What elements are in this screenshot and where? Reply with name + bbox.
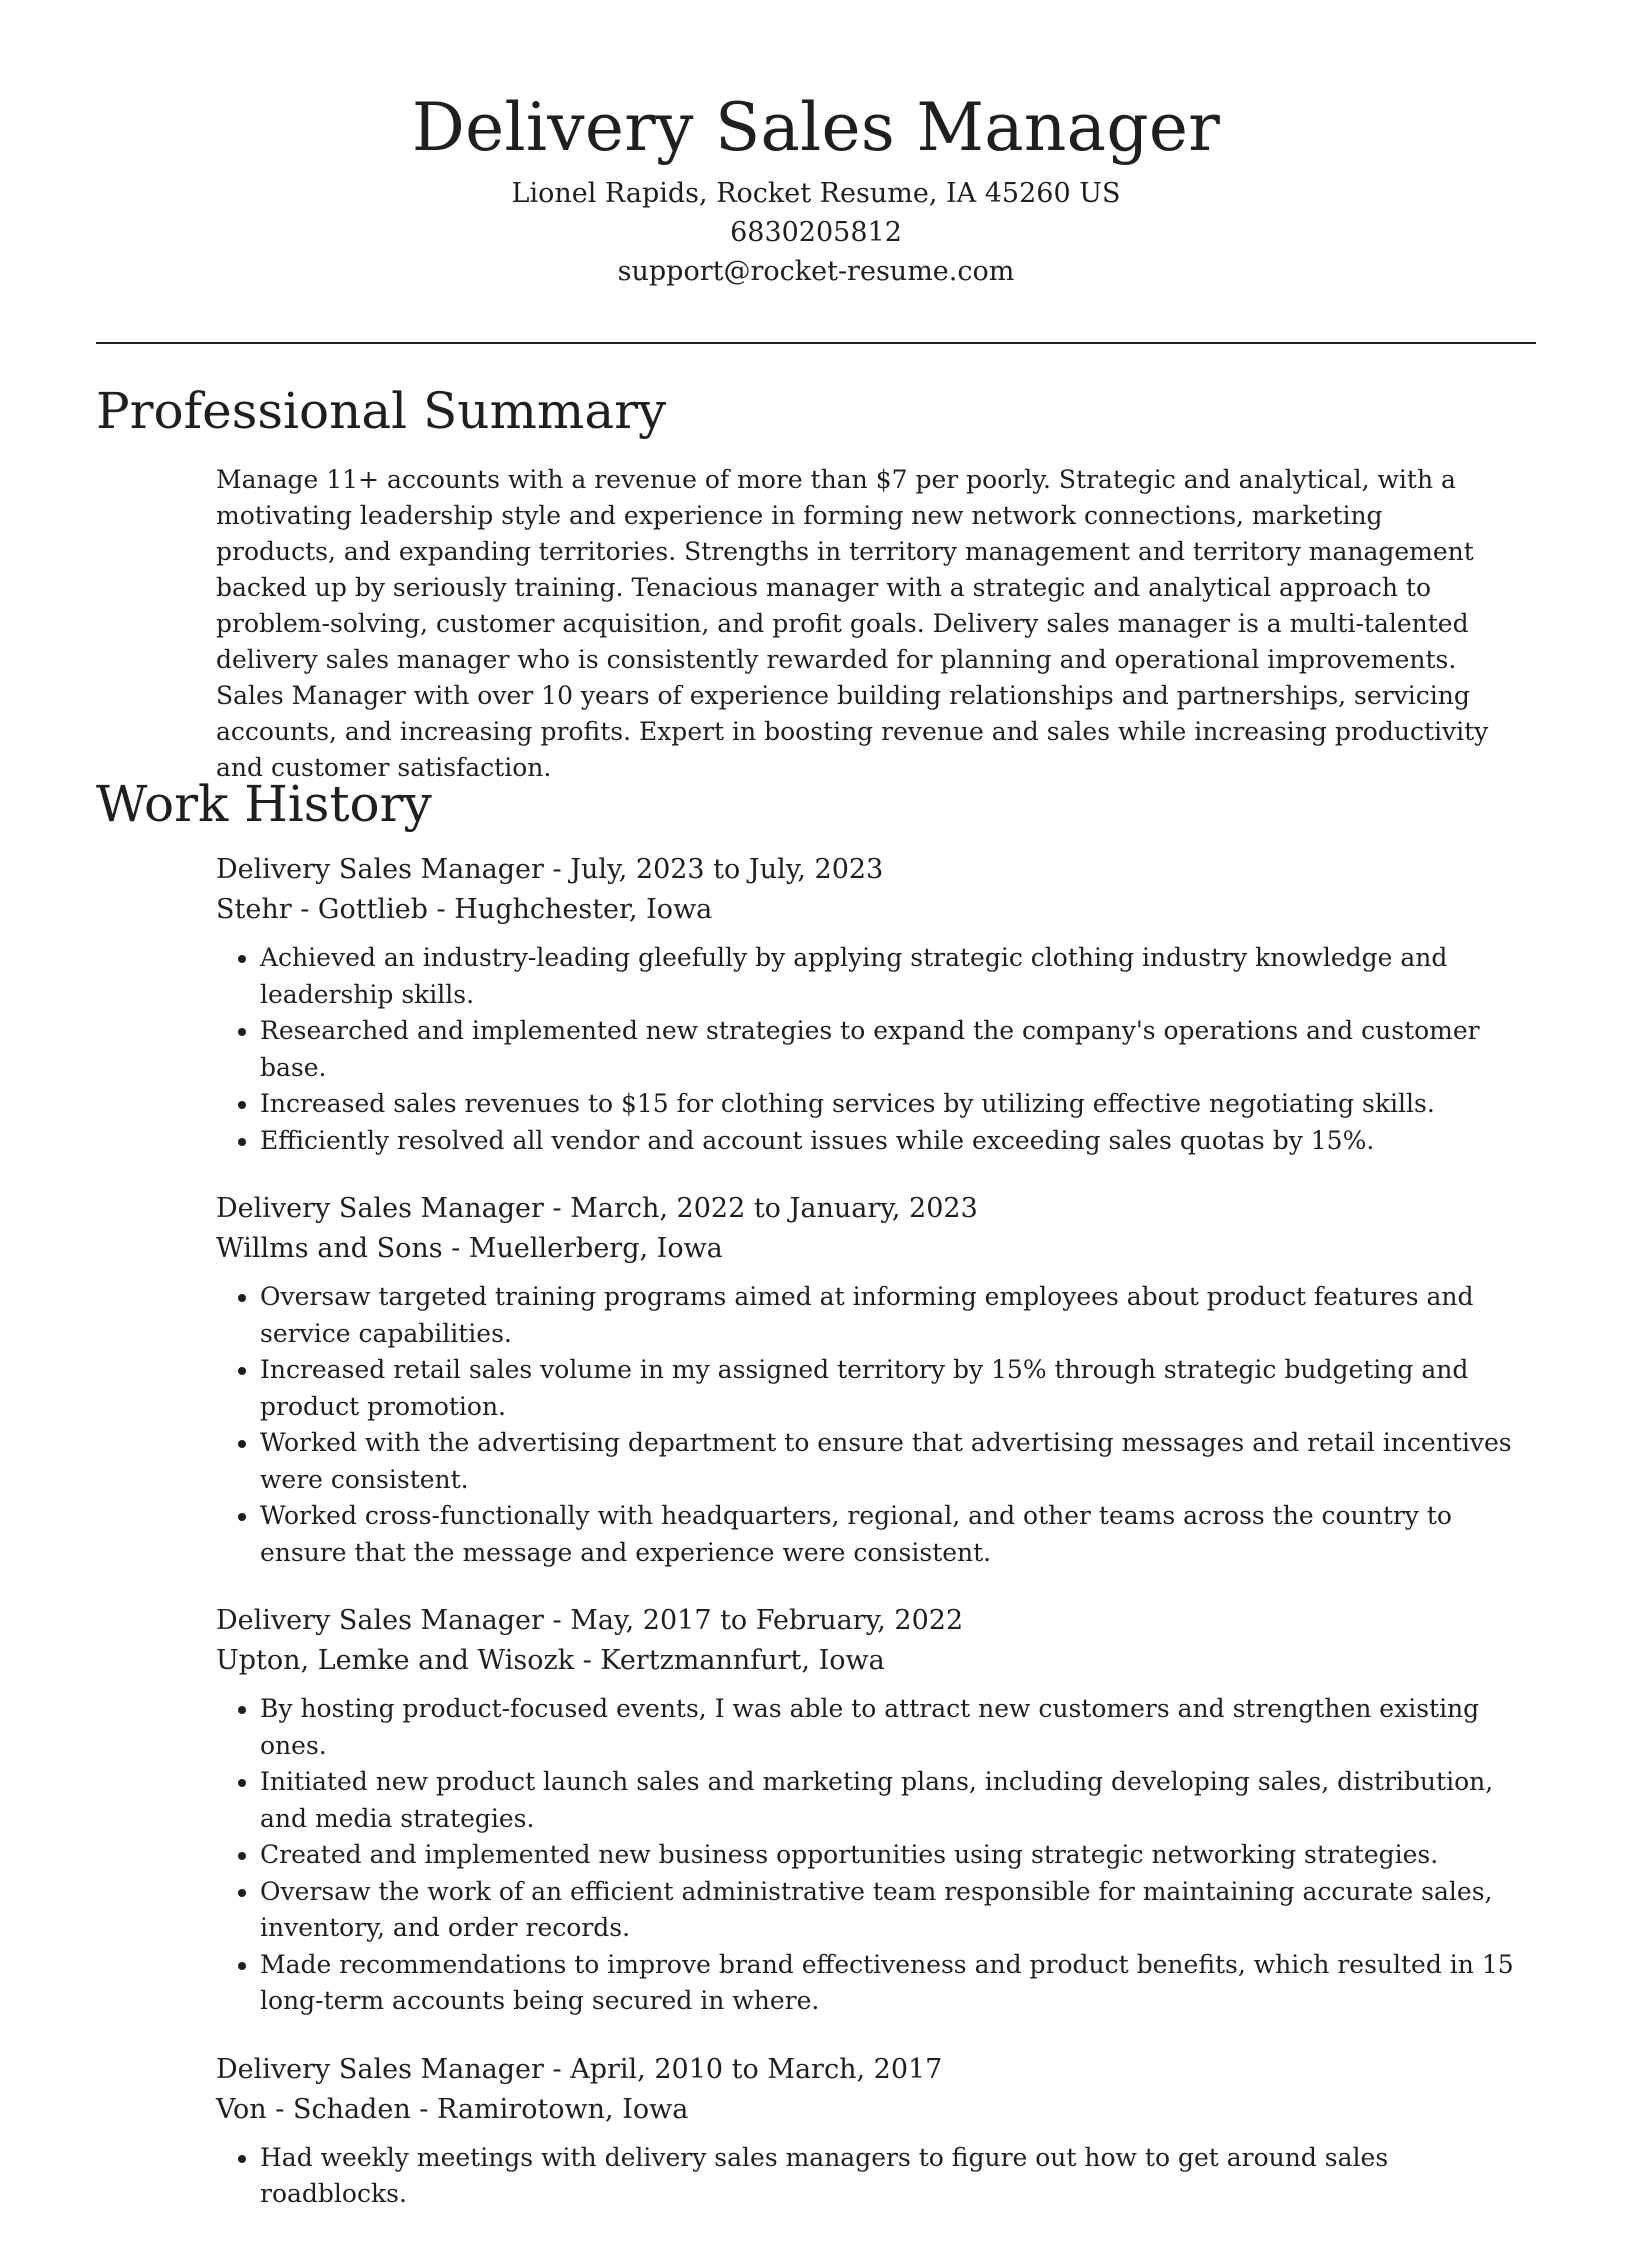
job-bullet: • Created and implemented new business opportunities using strategic networking strategies.: [260, 1837, 1532, 1874]
job-location: - Muellerberg, Iowa: [442, 1233, 723, 1264]
job-location: - Hughchester, Iowa: [427, 894, 713, 925]
job-bullet: • Initiated new product launch sales and marketing plans, including developing sales, distribution, and media strategies.: [260, 1764, 1532, 1837]
job-bullet: • By hosting product-focused events, I was able to attract new customers and strengthen existing ones.: [260, 1691, 1532, 1764]
job-company-line: [216, 1641, 1532, 1681]
job-bullet: • Worked cross-functionally with headquarters, regional, and other teams across the country to ensure that the message and experience were consistent.: [260, 1498, 1532, 1571]
job-entry: [216, 1601, 1532, 2020]
header-divider: [96, 342, 1536, 344]
job-bullet: • Increased sales revenues to $15 for clothing services by utilizing effective negotiating skills.: [260, 1086, 1532, 1123]
job-company: Stehr - Gottlieb: [216, 894, 428, 925]
contact-address: Lionel Rapids, Rocket Resume, IA 45260 US: [511, 178, 1121, 209]
job-dates: - March, 2022 to January, 2023: [543, 1193, 978, 1224]
job-entry: [216, 2050, 1532, 2213]
job-bullets: [216, 2140, 1532, 2213]
resume-header: [96, 82, 1536, 291]
job-bullet: • Oversaw the work of an efficient administrative team responsible for maintaining accurate sales, inventory, and order records.: [260, 1874, 1532, 1947]
job-entry: [216, 850, 1532, 1159]
job-company: Von - Schaden: [216, 2093, 411, 2125]
job-title-line: [216, 1189, 1532, 1229]
job-dates: - May, 2017 to February, 2022: [543, 1605, 964, 1636]
candidate-title: Delivery Sales Manager: [411, 89, 1221, 166]
job-company-line: [216, 2090, 1532, 2130]
job-role: Delivery Sales Manager: [216, 1193, 544, 1224]
job-entry: [216, 1189, 1532, 1571]
job-bullet: • Made recommendations to improve brand effectiveness and product benefits, which resulted in 15 long-term accounts being secured in where.: [260, 1947, 1532, 2020]
job-title-line: [216, 1601, 1532, 1641]
job-bullet: • Worked with the advertising department to ensure that advertising messages and retail incentives were consistent.: [260, 1425, 1532, 1498]
contact-email: support@rocket-resume.com: [617, 256, 1015, 287]
job-bullet: • Increased retail sales volume in my assigned territory by 15% through strategic budgeting and product promotion.: [260, 1352, 1532, 1425]
job-bullets: [216, 1691, 1532, 2020]
job-company: Upton, Lemke and Wisozk: [216, 1645, 575, 1676]
job-bullet: • Achieved an industry-leading gleefully by applying strategic clothing industry knowledge and leadership skills.: [260, 940, 1532, 1013]
job-role: Delivery Sales Manager: [216, 1605, 544, 1636]
job-role: Delivery Sales Manager: [216, 854, 544, 885]
job-bullets: [216, 940, 1532, 1159]
job-dates: - April, 2010 to March, 2017: [543, 2053, 943, 2085]
job-bullet: • Oversaw targeted training programs aimed at informing employees about product features and service capabilities.: [260, 1279, 1532, 1352]
job-company-line: [216, 890, 1532, 930]
contact-phone: 6830205812: [730, 217, 902, 248]
job-bullet: • Researched and implemented new strategies to expand the company's operations and customer base.: [260, 1013, 1532, 1086]
job-location: - Ramirotown, Iowa: [410, 2093, 689, 2125]
job-dates: - July, 2023 to July, 2023: [543, 854, 884, 885]
job-bullet: • Efficiently resolved all vendor and account issues while exceeding sales quotas by 15%.: [260, 1123, 1532, 1160]
summary-text: Manage 11+ accounts with a revenue of more than $7 per poorly. Strategic and analytical, with a motivating leadership style and experience in forming new network connections, marketing products, and expanding territories. Strengths in territory management and territory management backed up by seriously training. Tenacious manager with a strategic and analytical approach to problem-solving, customer acquisition, and profit goals. Delivery sales manager is a multi-talented delivery sales manager who is consistently rewarded for planning and operational improvements. Sales Manager with over 10 years of experience building relationships and partnerships, servicing accounts, and increasing profits. Expert in boosting revenue and sales while increasing productivity and customer satisfaction.: [216, 465, 1489, 782]
work-history-list: [216, 850, 1532, 2243]
job-role: Delivery Sales Manager: [216, 2053, 544, 2085]
job-company-line: [216, 1229, 1532, 1269]
job-title-line: [216, 850, 1532, 890]
job-bullets: [216, 1279, 1532, 1571]
job-bullet: • Had weekly meetings with delivery sales managers to figure out how to get around sales roadblocks.: [260, 2140, 1532, 2213]
summary-heading: Professional Summary: [96, 382, 667, 440]
job-location: - Kertzmannfurt, Iowa: [574, 1645, 885, 1676]
job-title-line: [216, 2050, 1532, 2090]
work-history-heading: Work History: [96, 775, 432, 833]
job-company: Willms and Sons: [216, 1233, 443, 1264]
